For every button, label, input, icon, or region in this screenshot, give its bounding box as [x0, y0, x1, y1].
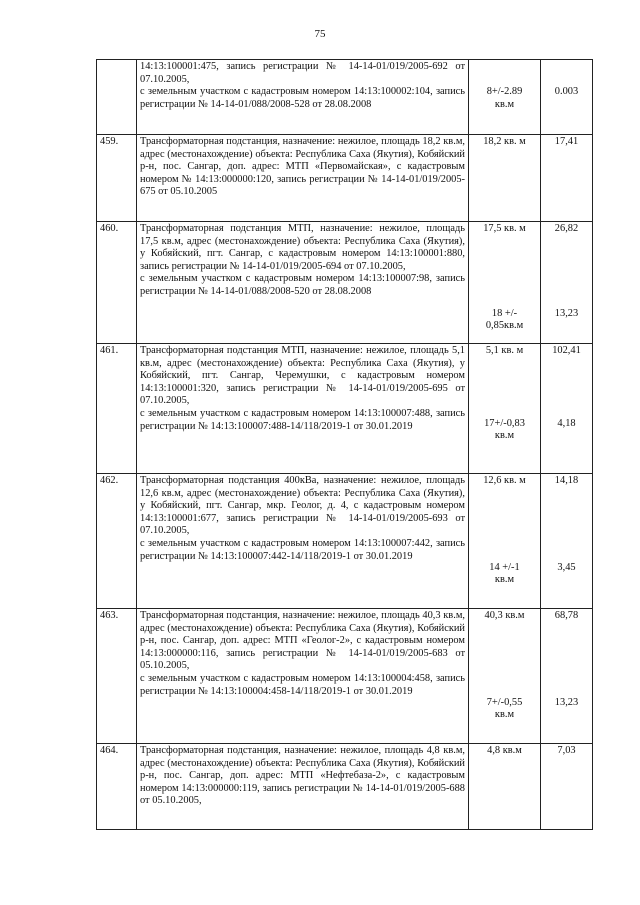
description-paragraph: Трансформаторная подстанция, назначение: нежилое, площадь 40,3 кв.м, адрес (местонахождение) объекта: Республика Саха (Якутия), Кобяйский р-н, пос. Сангар, доп. адрес: МТП «Геолог-2», с кадастровым номером 14:13:000000:116, запись регистрации № 14-14-01/019/2005-683 от 05.10.2005,	[140, 610, 465, 672]
row-value	[541, 744, 593, 830]
area-value: 18,2 кв. м	[483, 136, 526, 147]
table-row	[97, 474, 593, 609]
area-value: 18 +/-	[491, 307, 518, 319]
row-description	[137, 135, 469, 222]
area-value: 17+/-0,83	[484, 417, 525, 429]
row-number	[97, 60, 137, 135]
table-row	[97, 60, 593, 135]
description-paragraph: с земельным участком с кадастровым номером 14:13:100007:98, запись регистрации № 14-14-01/088/2008-520 от 28.08.2008	[140, 273, 465, 297]
row-value	[541, 474, 593, 609]
table-row	[97, 135, 593, 222]
page-number: 75	[314, 28, 326, 40]
row-value	[541, 222, 593, 344]
area-value: 40,3 кв.м	[484, 610, 525, 621]
area-value: 4,8 кв.м	[487, 745, 522, 756]
row-value	[541, 609, 593, 744]
area-value: 8+/-2.89	[486, 86, 523, 97]
area-value: кв.м	[494, 574, 515, 586]
cadastral-value: 17,41	[554, 136, 579, 147]
description-paragraph: 14:13:100001:475, запись регистрации № 14-14-01/019/2005-692 от 07.10.2005,	[140, 61, 465, 85]
row-area	[469, 344, 541, 474]
row-value	[541, 60, 593, 135]
cadastral-value: 13,23	[554, 307, 579, 319]
row-value	[541, 344, 593, 474]
row-description	[137, 474, 469, 609]
table-row	[97, 344, 593, 474]
cadastral-value: 4,18	[557, 417, 576, 429]
row-number: 459.	[97, 135, 137, 222]
area-value: кв.м	[494, 98, 515, 110]
property-registry-table	[96, 59, 593, 830]
row-description	[137, 60, 469, 135]
cadastral-value: 102,41	[552, 345, 581, 356]
row-description	[137, 222, 469, 344]
description-paragraph: Трансформаторная подстанция МТП, назначение: нежилое, площадь 17,5 кв.м, адрес (местонахождение) объекта: Республика Саха (Якутия), у Кобяйский, пгт. Сангар, с кадастровым номером 14:13:100001:880, запись регистрации № 14-14-01/019/2005-694 от 07.10.2005,	[140, 223, 465, 272]
area-value: 17,5 кв. м	[483, 223, 526, 234]
cadastral-value: 68,78	[554, 610, 579, 621]
row-value	[541, 135, 593, 222]
area-value: 0,85кв.м	[485, 320, 524, 332]
row-area	[469, 222, 541, 344]
cadastral-value: 3,45	[557, 561, 576, 573]
cadastral-value: 26,82	[554, 223, 579, 234]
row-description	[137, 744, 469, 830]
row-area	[469, 609, 541, 744]
area-value: 7+/-0,55	[486, 696, 523, 708]
table-row	[97, 222, 593, 344]
area-value: 5,1 кв. м	[485, 345, 524, 356]
area-value: 14 +/-1	[489, 561, 520, 573]
description-paragraph: с земельным участком с кадастровым номером 14:13:100007:442, запись регистрации № 14:13:100007:442-14/118/2019-1 от 30.01.2019	[140, 537, 465, 562]
table-row	[97, 744, 593, 830]
area-value: кв.м	[494, 430, 515, 442]
row-description	[137, 344, 469, 474]
row-number: 461.	[97, 344, 137, 474]
description-paragraph: Трансформаторная подстанция 400кВа, назначение: нежилое, площадь 12,6 кв.м, адрес (местонахождение) объекта: Республика Саха (Якутия), у Кобяйский, пгт. Сангар, мкр. Геолог, д. 4, с кадастровым номером 14:13:100001:677, запись регистрации № 14-14-01/019/2005-693 от 07.10.2005,	[140, 475, 465, 537]
table-row	[97, 609, 593, 744]
cadastral-value: 14,18	[554, 475, 579, 486]
row-number: 462.	[97, 474, 137, 609]
description-paragraph: Трансформаторная подстанция, назначение: нежилое, площадь 4,8 кв.м, адрес (местонахождение) объекта: Республика Саха (Якутия), Кобяйский р-н, пос. Сангар, доп. адрес: МТП «Нефтебаза-2», с кадастровым номером 14:13:000000:119, запись регистрации № 14-14-01/019/2005-688 от 05.10.2005,	[140, 745, 465, 807]
description-paragraph: Трансформаторная подстанция МТП, назначение: нежилое, площадь 5,1 кв.м, адрес (местонахождение) объекта: Республика Саха (Якутия), у Кобяйский, пгт. Сангар, Черемушки, с кадастровым номером 14:13:100001:320, запись регистрации № 14-14-01/019/2005-695 от 07.10.2005,	[140, 345, 465, 407]
cadastral-value: 13,23	[554, 696, 579, 708]
row-number: 460.	[97, 222, 137, 344]
row-number: 464.	[97, 744, 137, 830]
row-area	[469, 744, 541, 830]
row-area	[469, 60, 541, 135]
description-paragraph: с земельным участком с кадастровым номером 14:13:100004:458, запись регистрации № 14:13:100004:458-14/118/2019-1 от 30.01.2019	[140, 672, 465, 697]
description-paragraph: с земельным участком с кадастровым номером 14:13:100002:104, запись регистрации № 14-14-01/088/2008-528 от 28.08.2008	[140, 86, 465, 110]
row-number: 463.	[97, 609, 137, 744]
description-paragraph: Трансформаторная подстанция, назначение: нежилое, площадь 18,2 кв.м, адрес (местонахождение) объекта: Республика Саха (Якутия), Кобяйский р-н, пос. Сангар, доп. адрес: МТП «Первомайская», с кадастровым номером № 14:13:000000:120, запись регистрации № 14-14-01/019/2005-675 от 05.10.2005	[140, 136, 465, 198]
cadastral-value: 0.003	[554, 86, 579, 97]
row-description	[137, 609, 469, 744]
description-paragraph: с земельным участком с кадастровым номером 14:13:100007:488, запись регистрации № 14:13:100007:488-14/118/2019-1 от 30.01.2019	[140, 407, 465, 432]
area-value: кв.м	[494, 709, 515, 721]
row-area	[469, 474, 541, 609]
cadastral-value: 7,03	[557, 745, 576, 756]
area-value: 12,6 кв. м	[483, 475, 526, 486]
row-area	[469, 135, 541, 222]
